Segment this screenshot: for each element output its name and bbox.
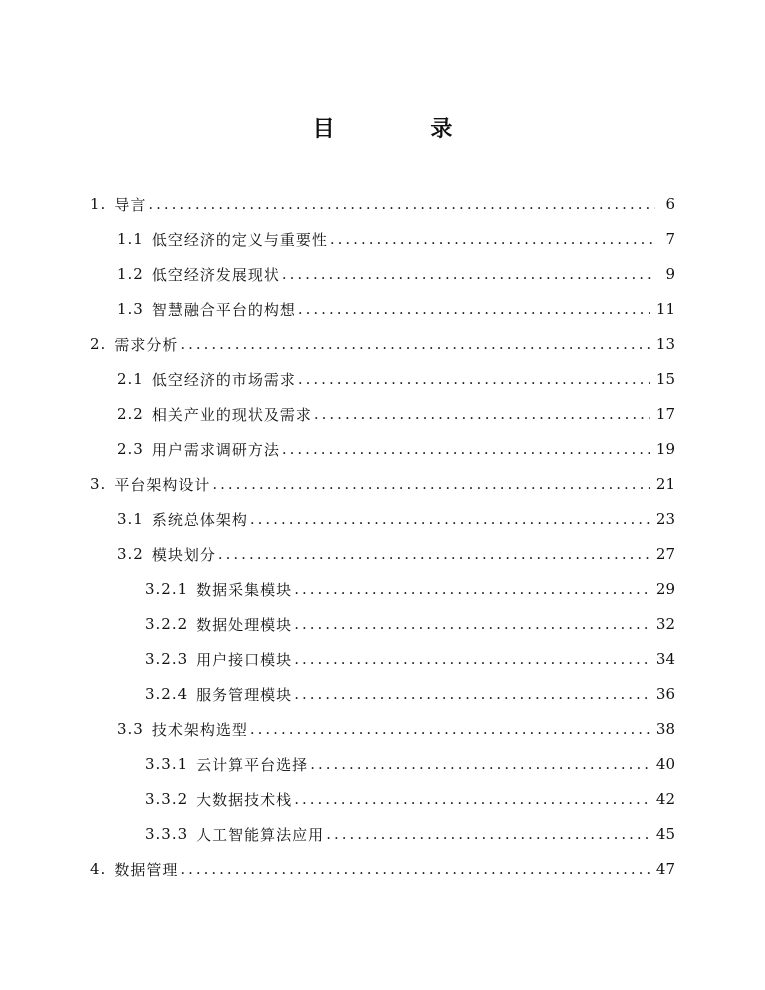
toc-entry-page: 32 xyxy=(655,615,675,633)
toc-entry-label: 数据管理 xyxy=(114,860,179,879)
toc-entry-label: 数据采集模块 xyxy=(196,580,293,599)
toc-entry-number: 3.2.1 xyxy=(145,580,189,598)
toc-entry-label: 大数据技术栈 xyxy=(196,790,293,809)
toc-leader-dots xyxy=(294,685,650,703)
toc-leader-dots xyxy=(180,335,650,353)
toc-entry[interactable] xyxy=(117,227,675,251)
toc-leader-dots xyxy=(250,510,650,528)
toc-entry[interactable] xyxy=(117,507,675,531)
toc-entry-number: 3.3.1 xyxy=(145,755,189,773)
toc-entry-page: 19 xyxy=(655,440,675,458)
toc-entry-page: 29 xyxy=(655,580,675,598)
toc-entry[interactable] xyxy=(117,542,675,566)
toc-entry-label: 相关产业的现状及需求 xyxy=(151,405,312,424)
toc-entry[interactable] xyxy=(145,612,675,636)
toc-entry-label: 数据处理模块 xyxy=(196,615,293,634)
toc-leader-dots xyxy=(282,440,650,458)
toc-leader-dots xyxy=(326,825,650,843)
toc-entry-page: 15 xyxy=(655,370,675,388)
toc-entry[interactable] xyxy=(90,192,675,216)
toc-entry-page: 6 xyxy=(665,195,675,213)
toc-entry-page: 27 xyxy=(655,545,675,563)
toc-entry-number: 3.2 xyxy=(117,545,144,563)
toc-entry[interactable] xyxy=(145,787,675,811)
toc-entry-number: 3.2.3 xyxy=(145,650,189,668)
toc-entry-number: 2.1 xyxy=(117,370,144,388)
toc-entry[interactable] xyxy=(117,437,675,461)
toc-entry-label: 导言 xyxy=(114,195,147,214)
toc-leader-dots xyxy=(298,300,650,318)
toc-entry-label: 云计算平台选择 xyxy=(196,755,309,774)
toc-entry-label: 用户接口模块 xyxy=(196,650,293,669)
toc-entry-page: 45 xyxy=(655,825,675,843)
toc-leader-dots xyxy=(314,405,650,423)
toc-leader-dots xyxy=(212,475,650,493)
toc-entry-label: 模块划分 xyxy=(151,545,216,564)
toc-entry-page: 9 xyxy=(665,265,675,283)
toc-leader-dots xyxy=(218,545,650,563)
toc-entry-number: 2. xyxy=(90,335,107,353)
toc-entry-page: 17 xyxy=(655,405,675,423)
toc-entry-number: 3.3.2 xyxy=(145,790,189,808)
toc-leader-dots xyxy=(294,650,650,668)
toc-entry-page: 42 xyxy=(655,790,675,808)
toc-entry[interactable] xyxy=(145,752,675,776)
toc-entry-label: 人工智能算法应用 xyxy=(196,825,325,844)
toc-entry-label: 系统总体架构 xyxy=(151,510,248,529)
toc-leader-dots xyxy=(298,370,650,388)
toc-entry-label: 需求分析 xyxy=(114,335,179,354)
toc-entry[interactable] xyxy=(145,822,675,846)
toc-entry-page: 40 xyxy=(655,755,675,773)
toc-leader-dots xyxy=(310,755,650,773)
toc-entry-page: 21 xyxy=(655,475,675,493)
toc-leader-dots xyxy=(250,720,650,738)
toc-leader-dots xyxy=(180,860,650,878)
toc-entry-label: 低空经济的市场需求 xyxy=(151,370,296,389)
toc-entry-number: 1.2 xyxy=(117,265,144,283)
toc-entry[interactable] xyxy=(117,262,675,286)
toc-entry-label: 技术架构选型 xyxy=(151,720,248,739)
toc-entry-number: 1. xyxy=(90,195,107,213)
toc-leader-dots xyxy=(148,195,655,213)
toc-entry[interactable] xyxy=(90,857,675,881)
toc-entry[interactable] xyxy=(145,682,675,706)
toc-entry-page: 13 xyxy=(655,335,675,353)
toc-entry-number: 1.1 xyxy=(117,230,144,248)
toc-entry-label: 智慧融合平台的构想 xyxy=(151,300,296,319)
toc-leader-dots xyxy=(330,230,655,248)
toc-entry-number: 3.2.4 xyxy=(145,685,189,703)
toc-entry-label: 服务管理模块 xyxy=(196,685,293,704)
toc-entry-number: 2.2 xyxy=(117,405,144,423)
toc-entry-label: 低空经济发展现状 xyxy=(151,265,280,284)
toc-leader-dots xyxy=(294,615,650,633)
toc-entry-page: 36 xyxy=(655,685,675,703)
toc-entry-page: 34 xyxy=(655,650,675,668)
toc-entry-page: 23 xyxy=(655,510,675,528)
toc-entry[interactable] xyxy=(90,472,675,496)
toc-entry-number: 3.1 xyxy=(117,510,144,528)
toc-leader-dots xyxy=(294,790,650,808)
toc-entry-number: 3.2.2 xyxy=(145,615,189,633)
toc-entry[interactable] xyxy=(117,717,675,741)
toc-entry-page: 7 xyxy=(665,230,675,248)
toc-entry-number: 3.3 xyxy=(117,720,144,738)
toc-entry[interactable] xyxy=(90,332,675,356)
toc-entry-number: 3. xyxy=(90,475,107,493)
toc-entry[interactable] xyxy=(117,367,675,391)
toc-leader-dots xyxy=(282,265,655,283)
toc-entry-page: 38 xyxy=(655,720,675,738)
toc-entry[interactable] xyxy=(145,647,675,671)
toc-entry[interactable] xyxy=(145,577,675,601)
toc-entry-number: 4. xyxy=(90,860,107,878)
toc-entry-label: 低空经济的定义与重要性 xyxy=(151,230,328,249)
toc-entry-label: 平台架构设计 xyxy=(114,475,211,494)
toc-entry-number: 3.3.3 xyxy=(145,825,189,843)
toc-entry-page: 47 xyxy=(655,860,675,878)
toc-entry[interactable] xyxy=(117,402,675,426)
toc-entry[interactable] xyxy=(117,297,675,321)
toc-entry-page: 11 xyxy=(655,300,675,318)
toc-leader-dots xyxy=(294,580,650,598)
toc-entry-number: 2.3 xyxy=(117,440,144,458)
toc-entry-number: 1.3 xyxy=(117,300,144,318)
toc-entry-label: 用户需求调研方法 xyxy=(151,440,280,459)
page-title: 目 录 xyxy=(312,117,497,142)
